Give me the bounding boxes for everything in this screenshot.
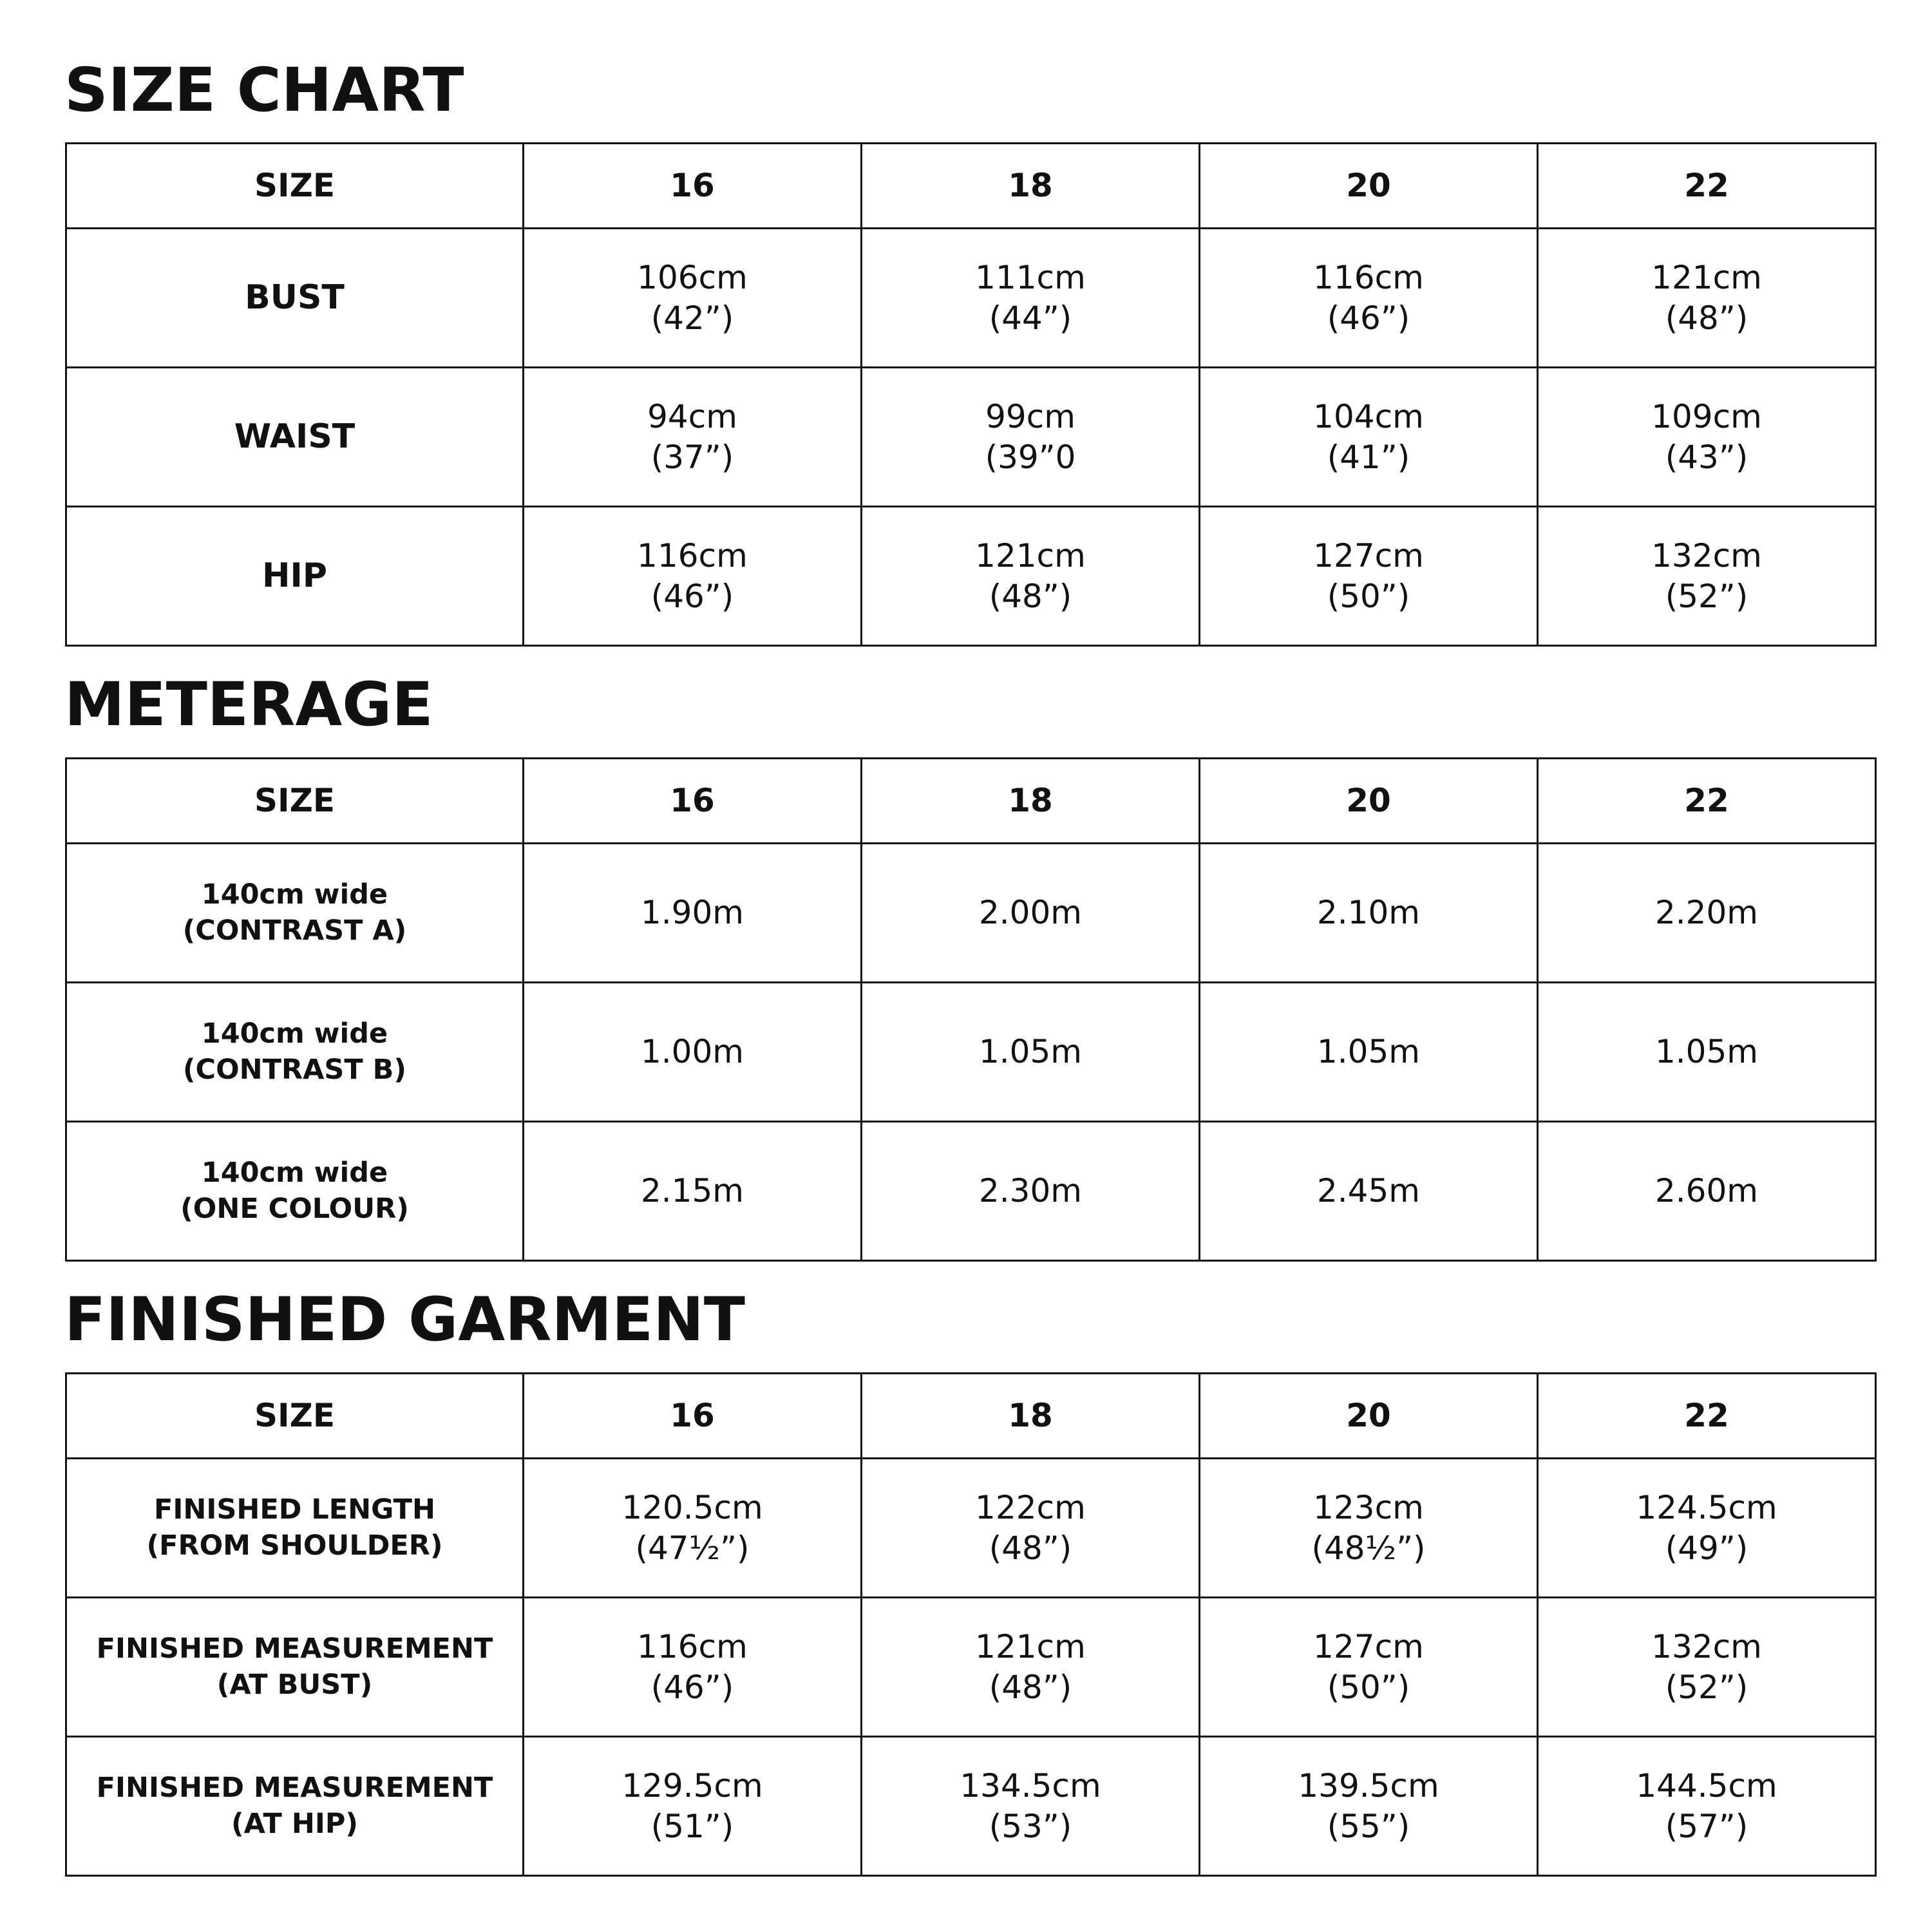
length-20-in: (48½”) [1311, 1529, 1426, 1567]
waist-20-cm: 104cm [1313, 397, 1424, 435]
size-chart-title: SIZE CHART [64, 55, 464, 126]
row-label-bust: BUST [66, 229, 524, 368]
table-row-finished-bust [66, 1598, 1876, 1737]
row-label-line-2: (CONTRAST A) [182, 914, 407, 947]
waist-16-cell [524, 368, 862, 507]
bust-20-in: (46”) [1327, 299, 1410, 337]
table-row-contrast-a [66, 844, 1876, 983]
bust-16-in: (42”) [650, 299, 734, 337]
finished-hip-16-cell [524, 1737, 862, 1876]
finished-bust-22-in: (52”) [1665, 1668, 1748, 1706]
finished-hip-20-in: (55”) [1327, 1807, 1410, 1845]
finished-garment-title: FINISHED GARMENT [64, 1285, 745, 1355]
bust-20-cm: 116cm [1313, 258, 1424, 296]
waist-22-cell [1538, 368, 1876, 507]
hip-22-cm: 132cm [1651, 536, 1762, 574]
meterage-table [65, 757, 1877, 1262]
one-colour-22: 2.60m [1538, 1122, 1876, 1261]
bust-22-in: (48”) [1665, 299, 1748, 337]
waist-16-cm: 94cm [647, 397, 737, 435]
finished-bust-16-cell [524, 1598, 862, 1737]
table-row-waist [66, 368, 1876, 507]
row-label-one-colour [66, 1122, 524, 1261]
header-size-22: 22 [1538, 144, 1876, 229]
hip-18-in: (48”) [989, 577, 1072, 615]
bust-22-cm: 121cm [1651, 258, 1762, 296]
finished-bust-20-in: (50”) [1327, 1668, 1410, 1706]
header-size-16: 16 [524, 1374, 862, 1459]
waist-16-in: (37”) [650, 438, 734, 476]
contrast-b-18: 1.05m [862, 983, 1200, 1122]
header-size-22: 22 [1538, 759, 1876, 844]
contrast-b-20: 1.05m [1200, 983, 1538, 1122]
hip-16-cell [524, 507, 862, 646]
contrast-a-18: 2.00m [862, 844, 1200, 983]
waist-18-cm: 99cm [985, 397, 1075, 435]
row-label-line-1: FINISHED MEASUREMENT [96, 1633, 493, 1665]
header-size-18: 18 [862, 1374, 1200, 1459]
row-label-finished-bust [66, 1598, 524, 1737]
size-chart-table [65, 142, 1877, 647]
finished-bust-22-cm: 132cm [1651, 1627, 1762, 1665]
bust-16-cm: 106cm [637, 258, 748, 296]
finished-bust-16-cm: 116cm [637, 1627, 748, 1665]
finished-hip-22-in: (57”) [1665, 1807, 1748, 1845]
hip-20-cell [1200, 507, 1538, 646]
meterage-title: METERAGE [64, 670, 433, 740]
hip-18-cell [862, 507, 1200, 646]
header-size-label: SIZE [66, 1374, 524, 1459]
finished-hip-16-cm: 129.5cm [621, 1766, 763, 1804]
row-label-line-2: (FROM SHOULDER) [146, 1529, 443, 1562]
row-label-line-2: (ONE COLOUR) [180, 1192, 409, 1225]
finished-hip-18-cm: 134.5cm [960, 1766, 1101, 1804]
table-header-row [66, 1374, 1876, 1459]
length-22-cell [1538, 1459, 1876, 1598]
length-16-cell [524, 1459, 862, 1598]
contrast-b-22: 1.05m [1538, 983, 1876, 1122]
finished-hip-18-in: (53”) [989, 1807, 1072, 1845]
finished-bust-20-cell [1200, 1598, 1538, 1737]
hip-22-in: (52”) [1665, 577, 1748, 615]
bust-18-in: (44”) [989, 299, 1072, 337]
bust-18-cm: 111cm [975, 258, 1086, 296]
contrast-a-22: 2.20m [1538, 844, 1876, 983]
row-label-line-1: FINISHED MEASUREMENT [96, 1772, 493, 1804]
length-18-cm: 122cm [975, 1488, 1086, 1526]
bust-18-cell [862, 229, 1200, 368]
row-label-contrast-b [66, 983, 524, 1122]
length-16-cm: 120.5cm [621, 1488, 763, 1526]
contrast-a-16: 1.90m [524, 844, 862, 983]
waist-20-in: (41”) [1327, 438, 1410, 476]
header-size-16: 16 [524, 759, 862, 844]
contrast-b-16: 1.00m [524, 983, 862, 1122]
finished-garment-table [65, 1372, 1877, 1877]
length-18-in: (48”) [989, 1529, 1072, 1567]
finished-bust-20-cm: 127cm [1313, 1627, 1424, 1665]
table-header-row [66, 759, 1876, 844]
waist-22-in: (43”) [1665, 438, 1748, 476]
table-row-hip [66, 507, 1876, 646]
bust-20-cell [1200, 229, 1538, 368]
waist-18-cell [862, 368, 1200, 507]
finished-hip-16-in: (51”) [650, 1807, 734, 1845]
length-22-in: (49”) [1665, 1529, 1748, 1567]
row-label-line-1: 140cm wide [201, 878, 388, 911]
finished-hip-20-cm: 139.5cm [1298, 1766, 1439, 1804]
row-label-line-2: (CONTRAST B) [182, 1053, 407, 1086]
hip-22-cell [1538, 507, 1876, 646]
finished-bust-22-cell [1538, 1598, 1876, 1737]
row-label-waist: WAIST [66, 368, 524, 507]
table-header-row [66, 144, 1876, 229]
finished-bust-16-in: (46”) [650, 1668, 734, 1706]
finished-bust-18-cell [862, 1598, 1200, 1737]
hip-16-cm: 116cm [637, 536, 748, 574]
finished-hip-22-cell [1538, 1737, 1876, 1876]
table-row-finished-hip [66, 1737, 1876, 1876]
header-size-label: SIZE [66, 759, 524, 844]
bust-22-cell [1538, 229, 1876, 368]
bust-16-cell [524, 229, 862, 368]
waist-18-in: (39”0 [985, 438, 1076, 476]
contrast-a-20: 2.10m [1200, 844, 1538, 983]
row-label-line-1: 140cm wide [201, 1018, 388, 1050]
finished-bust-18-in: (48”) [989, 1668, 1072, 1706]
waist-22-cm: 109cm [1651, 397, 1762, 435]
row-label-line-1: FINISHED LENGTH [154, 1493, 435, 1526]
header-size-20: 20 [1200, 1374, 1538, 1459]
length-20-cm: 123cm [1313, 1488, 1424, 1526]
waist-20-cell [1200, 368, 1538, 507]
header-size-20: 20 [1200, 144, 1538, 229]
one-colour-16: 2.15m [524, 1122, 862, 1261]
row-label-contrast-a [66, 844, 524, 983]
header-size-20: 20 [1200, 759, 1538, 844]
row-label-line-2: (AT HIP) [231, 1807, 359, 1840]
hip-20-cm: 127cm [1313, 536, 1424, 574]
hip-20-in: (50”) [1327, 577, 1410, 615]
row-label-finished-length [66, 1459, 524, 1598]
length-18-cell [862, 1459, 1200, 1598]
table-row-one-colour [66, 1122, 1876, 1261]
row-label-finished-hip [66, 1737, 524, 1876]
header-size-label: SIZE [66, 144, 524, 229]
length-22-cm: 124.5cm [1636, 1488, 1777, 1526]
table-row-finished-length [66, 1459, 1876, 1598]
finished-hip-18-cell [862, 1737, 1200, 1876]
one-colour-18: 2.30m [862, 1122, 1200, 1261]
header-size-22: 22 [1538, 1374, 1876, 1459]
length-16-in: (47½”) [635, 1529, 750, 1567]
header-size-18: 18 [862, 759, 1200, 844]
finished-hip-22-cm: 144.5cm [1636, 1766, 1777, 1804]
hip-18-cm: 121cm [975, 536, 1086, 574]
one-colour-20: 2.45m [1200, 1122, 1538, 1261]
header-size-16: 16 [524, 144, 862, 229]
length-20-cell [1200, 1459, 1538, 1598]
row-label-hip: HIP [66, 507, 524, 646]
row-label-line-2: (AT BUST) [216, 1668, 373, 1701]
table-row-contrast-b [66, 983, 1876, 1122]
hip-16-in: (46”) [650, 577, 734, 615]
finished-hip-20-cell [1200, 1737, 1538, 1876]
table-row-bust [66, 229, 1876, 368]
finished-bust-18-cm: 121cm [975, 1627, 1086, 1665]
row-label-line-1: 140cm wide [201, 1157, 388, 1189]
header-size-18: 18 [862, 144, 1200, 229]
